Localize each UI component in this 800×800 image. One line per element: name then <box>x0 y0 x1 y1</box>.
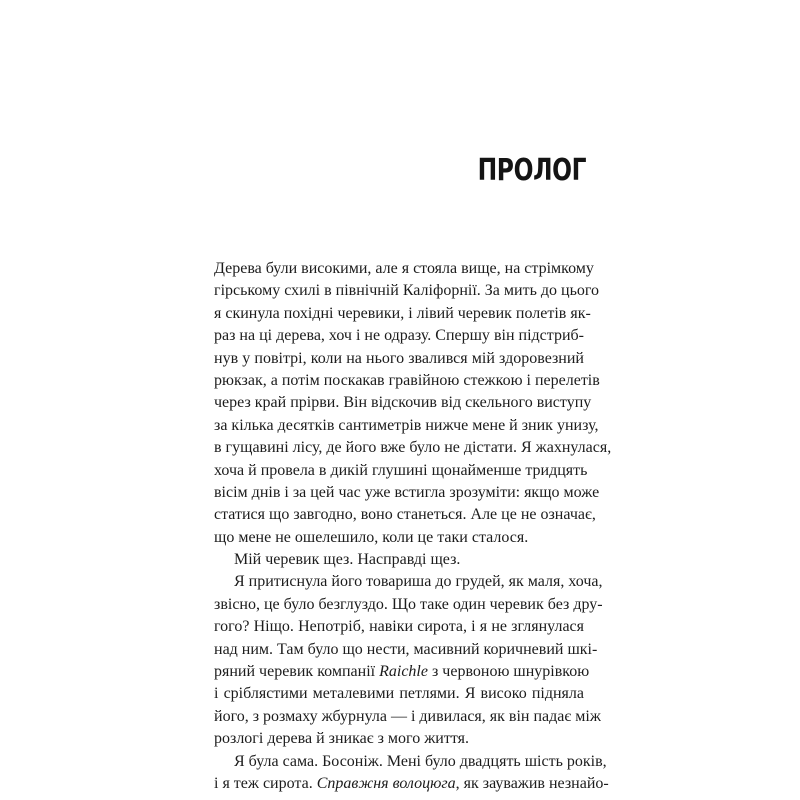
text-line <box>214 773 609 795</box>
text-line: в гущавині лісу, де його вже було не дістати. Я жахнулася, <box>214 439 612 457</box>
text-line: я скинула похідні черевики, і лівий черевик полетів як- <box>214 304 591 322</box>
text-segment: і я теж сирота. <box>214 774 317 792</box>
text-line: що мене не ошелешило, коли це таки сталося. <box>214 528 529 546</box>
text-line: вісім днів і за цей час уже встигла зрозуміти: якщо може <box>214 483 600 501</box>
text-line: раз на ці дерева, хоч і не одразу. Спершу він підстриб- <box>214 327 584 345</box>
chapter-title: ПРОЛОГ <box>477 153 586 188</box>
text-line: звісно, це було безглуздо. Що таке один черевик без дру- <box>214 595 603 613</box>
text-line <box>214 661 590 683</box>
text-line: статися що завгодно, воно станеться. Але це не означає, <box>214 506 596 524</box>
text-line: гого? Ніщо. Непотріб, навіки сирота, і я не зглянулася <box>214 618 584 636</box>
text-line: Я притиснула його товариша до грудей, як маля, хоча, <box>234 573 603 591</box>
text-line: Мій черевик щез. Насправді щез. <box>234 551 461 569</box>
text-line: рюкзак, а потім поскакав гравійною стежкою і перелетів <box>214 371 600 389</box>
text-line: над ним. Там було що нести, масивний коричневий шкі- <box>214 640 598 658</box>
body-text <box>214 258 612 795</box>
text-line: Дерева були високими, але я стояла вище, на стрімкому <box>214 260 594 277</box>
text-line: через край прірви. Він відскочив від скельного виступу <box>214 394 592 412</box>
text-segment: з червоною шнурівкою <box>427 663 590 681</box>
italic-brand: Raichle <box>379 663 428 681</box>
text-line: розлогі дерева й зникає з мого життя. <box>214 730 469 748</box>
text-line: за кілька десятків сантиметрів нижче мене й зник унизу, <box>214 416 599 434</box>
text-segment: ряний черевик компанії <box>214 663 380 681</box>
text-line: Я була сама. Босоніж. Мені було двадцять шість років, <box>234 752 607 770</box>
text-line: і сріблястими металевими петлями. Я високо підняла <box>214 685 584 703</box>
text-line: хоча й провела в дикій глушині щонайменше тридцять <box>214 461 588 479</box>
text-segment: , як зауважив незнайо- <box>455 774 609 792</box>
text-line: його, з розмаху жбурнула — і дивилася, як він падає між <box>214 707 601 725</box>
text-line: нув у повітрі, коли на нього звалився мій здоровезний <box>214 349 584 367</box>
italic-phrase: Справжня волоцюга <box>316 774 456 792</box>
text-line: гірському схилі в північній Каліфорнії. За мить до цього <box>214 282 600 300</box>
